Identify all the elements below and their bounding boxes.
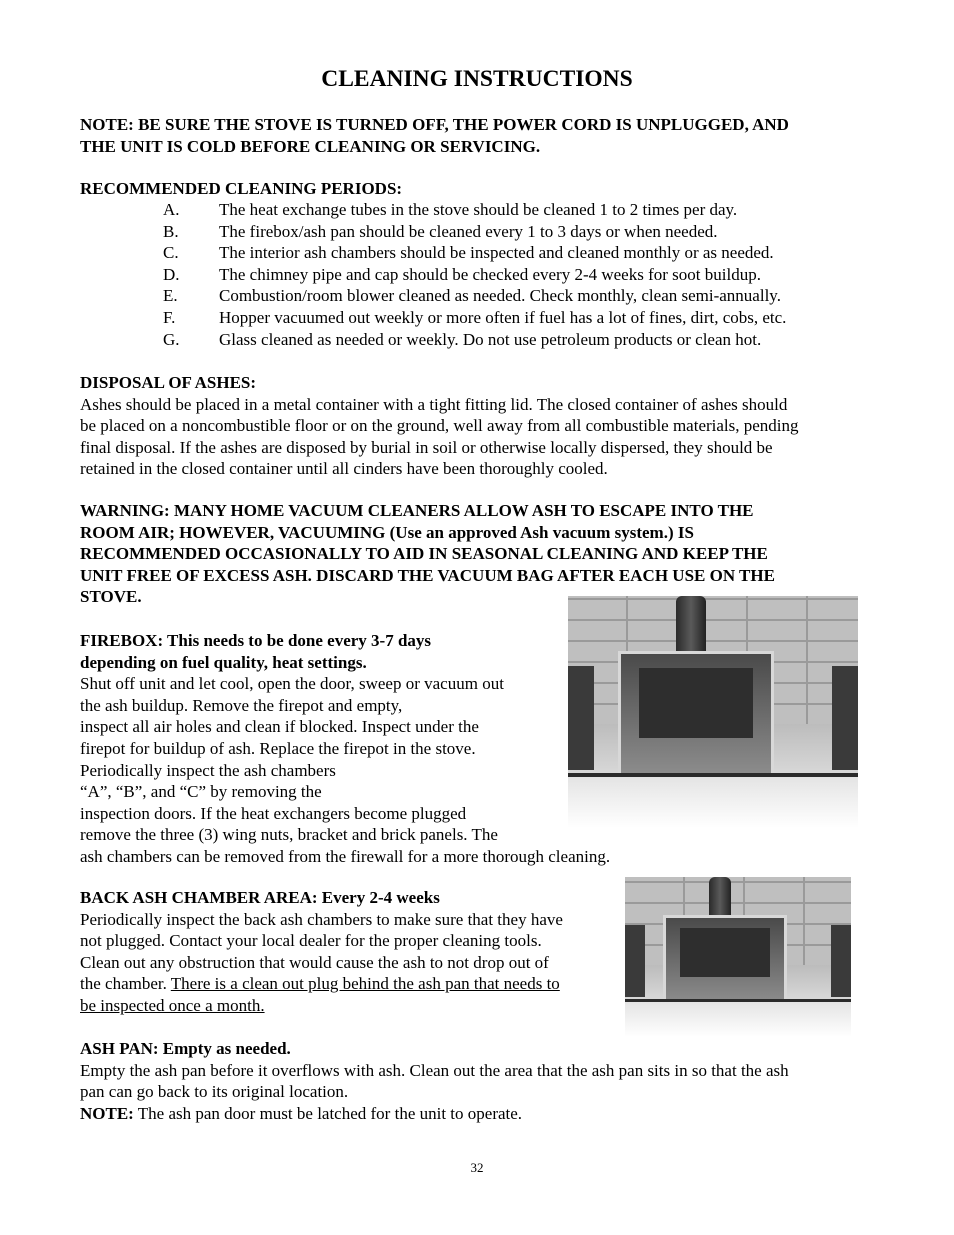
list-item-text: The interior ash chambers should be inspected and cleaned monthly or as needed.: [219, 243, 774, 263]
back-ash-line-text: the chamber.: [80, 974, 171, 994]
disposal-line: retained in the closed container until all cinders have been thoroughly cooled.: [80, 459, 608, 479]
list-item-letter: B.: [163, 221, 179, 241]
firebox-line: firepot for buildup of ash. Replace the firepot in the stove.: [80, 738, 476, 758]
list-item-text: The firebox/ash pan should be cleaned every 1 to 3 days or when needed.: [219, 221, 718, 241]
vacuum-warning: [80, 500, 880, 608]
safety-note-line: NOTE: BE SURE THE STOVE IS TURNED OFF, THE POWER CORD IS UNPLUGGED, AND: [80, 115, 789, 134]
safety-note-line: THE UNIT IS COLD BEFORE CLEANING OR SERVICING.: [80, 136, 541, 156]
firebox-section: [80, 630, 680, 868]
ash-pan-line: pan can go back to its original location.: [80, 1082, 349, 1102]
list-item-text: Combustion/room blower cleaned as needed. Check monthly, clean semi-annually.: [219, 286, 781, 306]
list-item: [80, 307, 880, 329]
firepot-interior-image: [680, 928, 770, 977]
ash-pan-note: [80, 1103, 880, 1125]
clean-out-plug-notice: There is a clean out plug behind the ash pan that needs to: [170, 974, 560, 994]
back-ash-line: [80, 973, 620, 995]
stove-base-image: [625, 1002, 851, 1037]
back-ash-line: not plugged. Contact your local dealer for the proper cleaning tools.: [80, 931, 542, 951]
list-item-text: The chimney pipe and cap should be checked every 2-4 weeks for soot buildup.: [219, 264, 761, 284]
list-item-letter: G.: [163, 329, 180, 349]
firepot-image: [663, 915, 787, 1005]
page-title: CLEANING INSTRUCTIONS: [321, 66, 633, 92]
firebox-line: inspection doors. If the heat exchangers become plugged: [80, 803, 467, 823]
list-item-letter: E.: [163, 286, 178, 306]
back-ash-chamber-photo: [625, 877, 851, 1037]
ash-pan-note-text: The ash pan door must be latched for the unit to operate.: [133, 1103, 523, 1123]
firebox-line: inspect all air holes and clean if blocked. Inspect under the: [80, 717, 479, 737]
list-item: [80, 199, 880, 221]
firebox-heading: depending on fuel quality, heat settings.: [80, 652, 367, 672]
disposal-line: be placed on a noncombustible floor or on the ground, well away from all combustible materials, pending: [80, 416, 799, 436]
list-item: [80, 242, 880, 264]
cleaning-periods-heading: RECOMMENDED CLEANING PERIODS:: [80, 179, 403, 198]
firebox-line: the ash buildup. Remove the firepot and empty,: [80, 695, 403, 715]
list-item-text: The heat exchange tubes in the stove should be cleaned 1 to 2 times per day.: [219, 200, 738, 219]
disposal-line: final disposal. If the ashes are disposed by burial in soil or otherwise locally dispersed, they should be: [80, 437, 773, 457]
list-item-letter: A.: [163, 200, 180, 219]
back-ash-line: Periodically inspect the back ash chambers to make sure that they have: [80, 909, 563, 929]
back-ash-section: [80, 887, 620, 1017]
back-ash-line: Clean out any obstruction that would cause the ash to not drop out of: [80, 952, 549, 972]
stove-side-image: [625, 925, 645, 997]
list-item: [80, 285, 880, 307]
list-item-text: Glass cleaned as needed or weekly. Do not use petroleum products or clean hot.: [219, 329, 762, 349]
list-item: [80, 264, 880, 286]
list-item-text: Hopper vacuumed out weekly or more often if fuel has a lot of fines, dirt, cobs, etc.: [219, 307, 787, 327]
disposal-heading: DISPOSAL OF ASHES:: [80, 373, 257, 392]
firebox-line: remove the three (3) wing nuts, bracket and brick panels. The: [80, 825, 498, 845]
disposal-line: Ashes should be placed in a metal container with a tight fitting lid. The closed container of ashes should: [80, 394, 788, 414]
ash-pan-line: Empty the ash pan before it overflows with ash. Clean out the area that the ash pan sits in so that the ash: [80, 1060, 789, 1080]
warning-line: WARNING: MANY HOME VACUUM CLEANERS ALLOW ASH TO ESCAPE INTO THE: [80, 501, 754, 520]
list-item: [80, 329, 880, 351]
stove-side-image: [832, 666, 858, 770]
list-item: [80, 221, 880, 243]
flue-pipe-image: [676, 596, 706, 656]
ash-pan-section: [80, 1038, 880, 1124]
stove-side-image: [831, 925, 851, 997]
clean-out-plug-notice: be inspected once a month.: [80, 995, 265, 1015]
firebox-line: Shut off unit and let cool, open the door, sweep or vacuum out: [80, 674, 504, 694]
warning-line: RECOMMENDED OCCASIONALLY TO AID IN SEASONAL CLEANING AND KEEP THE: [80, 544, 768, 564]
ash-pan-note-label: NOTE:: [80, 1103, 134, 1123]
warning-line: ROOM AIR; HOWEVER, VACUUMING (Use an approved Ash vacuum system.) IS: [80, 522, 694, 542]
cleaning-periods-list: [80, 199, 880, 350]
list-item-letter: F.: [163, 307, 176, 327]
page-number: 32: [470, 1160, 484, 1175]
warning-line: STOVE.: [80, 587, 142, 607]
safety-note: [80, 114, 880, 157]
list-item-letter: C.: [163, 243, 179, 263]
firebox-line: Periodically inspect the ash chambers: [80, 760, 336, 780]
list-item-letter: D.: [163, 264, 180, 284]
firebox-line: ash chambers can be removed from the firewall for a more thorough cleaning.: [80, 846, 611, 866]
back-ash-heading: BACK ASH CHAMBER AREA: Every 2-4 weeks: [80, 888, 440, 907]
disposal-section: [80, 372, 880, 480]
ash-pan-heading: ASH PAN: Empty as needed.: [80, 1039, 291, 1058]
warning-line: UNIT FREE OF EXCESS ASH. DISCARD THE VACUUM BAG AFTER EACH USE ON THE: [80, 565, 775, 585]
firebox-heading: FIREBOX: This needs to be done every 3-7 days: [80, 631, 432, 650]
firebox-line: “A”, “B”, and “C” by removing the: [80, 782, 322, 802]
flue-pipe-image: [709, 877, 731, 919]
